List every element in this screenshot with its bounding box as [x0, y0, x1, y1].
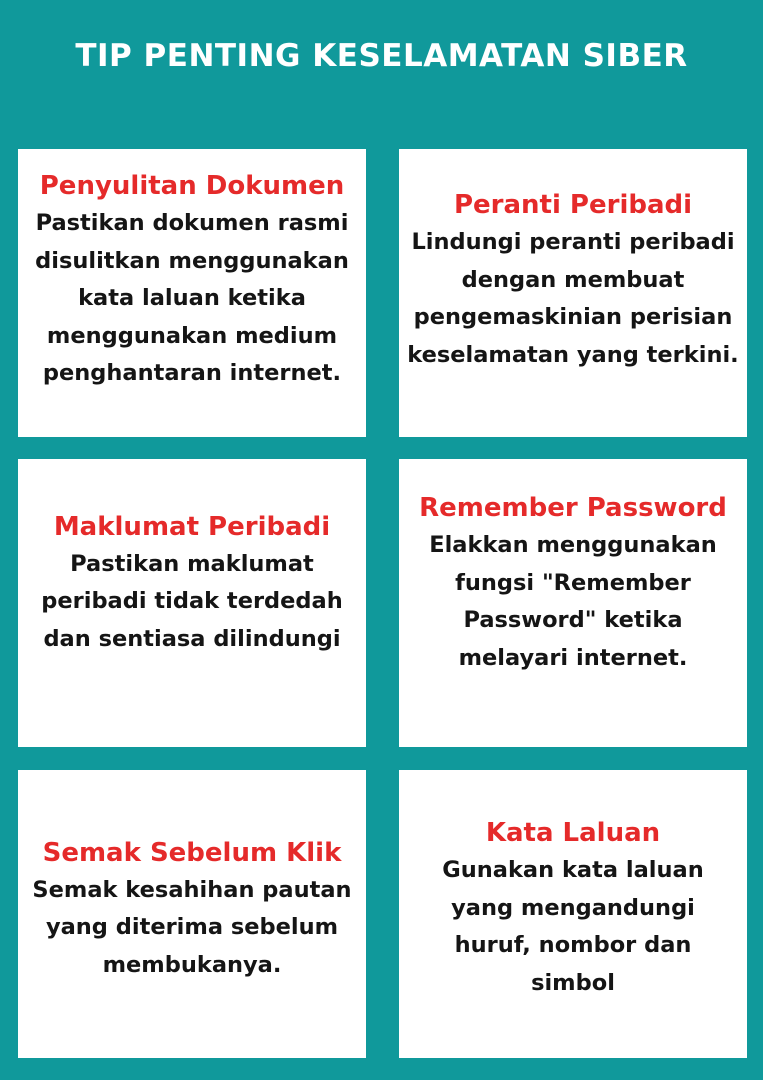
card-remember-password — [399, 459, 747, 747]
card-title: Remember Password — [419, 493, 727, 523]
card-body: Pastikan maklumat peribadi tidak terdedah dan sentiasa dilindungi — [41, 550, 343, 652]
card-body: Lindungi peranti peribadi dengan membuat pengemaskinian perisian keselamatan yang terkini. — [407, 229, 739, 368]
card-penyulitan-dokumen — [18, 149, 366, 437]
card-title: Peranti Peribadi — [453, 190, 693, 220]
card-body: Semak kesahihan pautan yang diterima sebelum membukanya. — [32, 876, 352, 978]
card-title: Kata Laluan — [485, 818, 661, 848]
card-title: Semak Sebelum Klik — [42, 837, 342, 868]
card-title: Penyulitan Dokumen — [39, 171, 345, 202]
card-title: Maklumat Peribadi — [53, 511, 331, 542]
card-body: Gunakan kata laluan yang mengandungi huruf, nombor dan simbol — [442, 857, 704, 996]
card-body: Elakkan menggunakan fungsi "Remember Password" ketika melayari internet. — [429, 532, 717, 671]
page-title: TIP PENTING KESELAMATAN SIBER — [75, 38, 688, 74]
card-maklumat-peribadi — [18, 459, 366, 747]
card-kata-laluan — [399, 770, 747, 1058]
card-peranti-peribadi — [399, 149, 747, 437]
card-body: Pastikan dokumen rasmi disulitkan menggunakan kata laluan ketika menggunakan medium penghantaran internet. — [35, 210, 349, 387]
card-semak-sebelum-klik — [18, 770, 366, 1058]
